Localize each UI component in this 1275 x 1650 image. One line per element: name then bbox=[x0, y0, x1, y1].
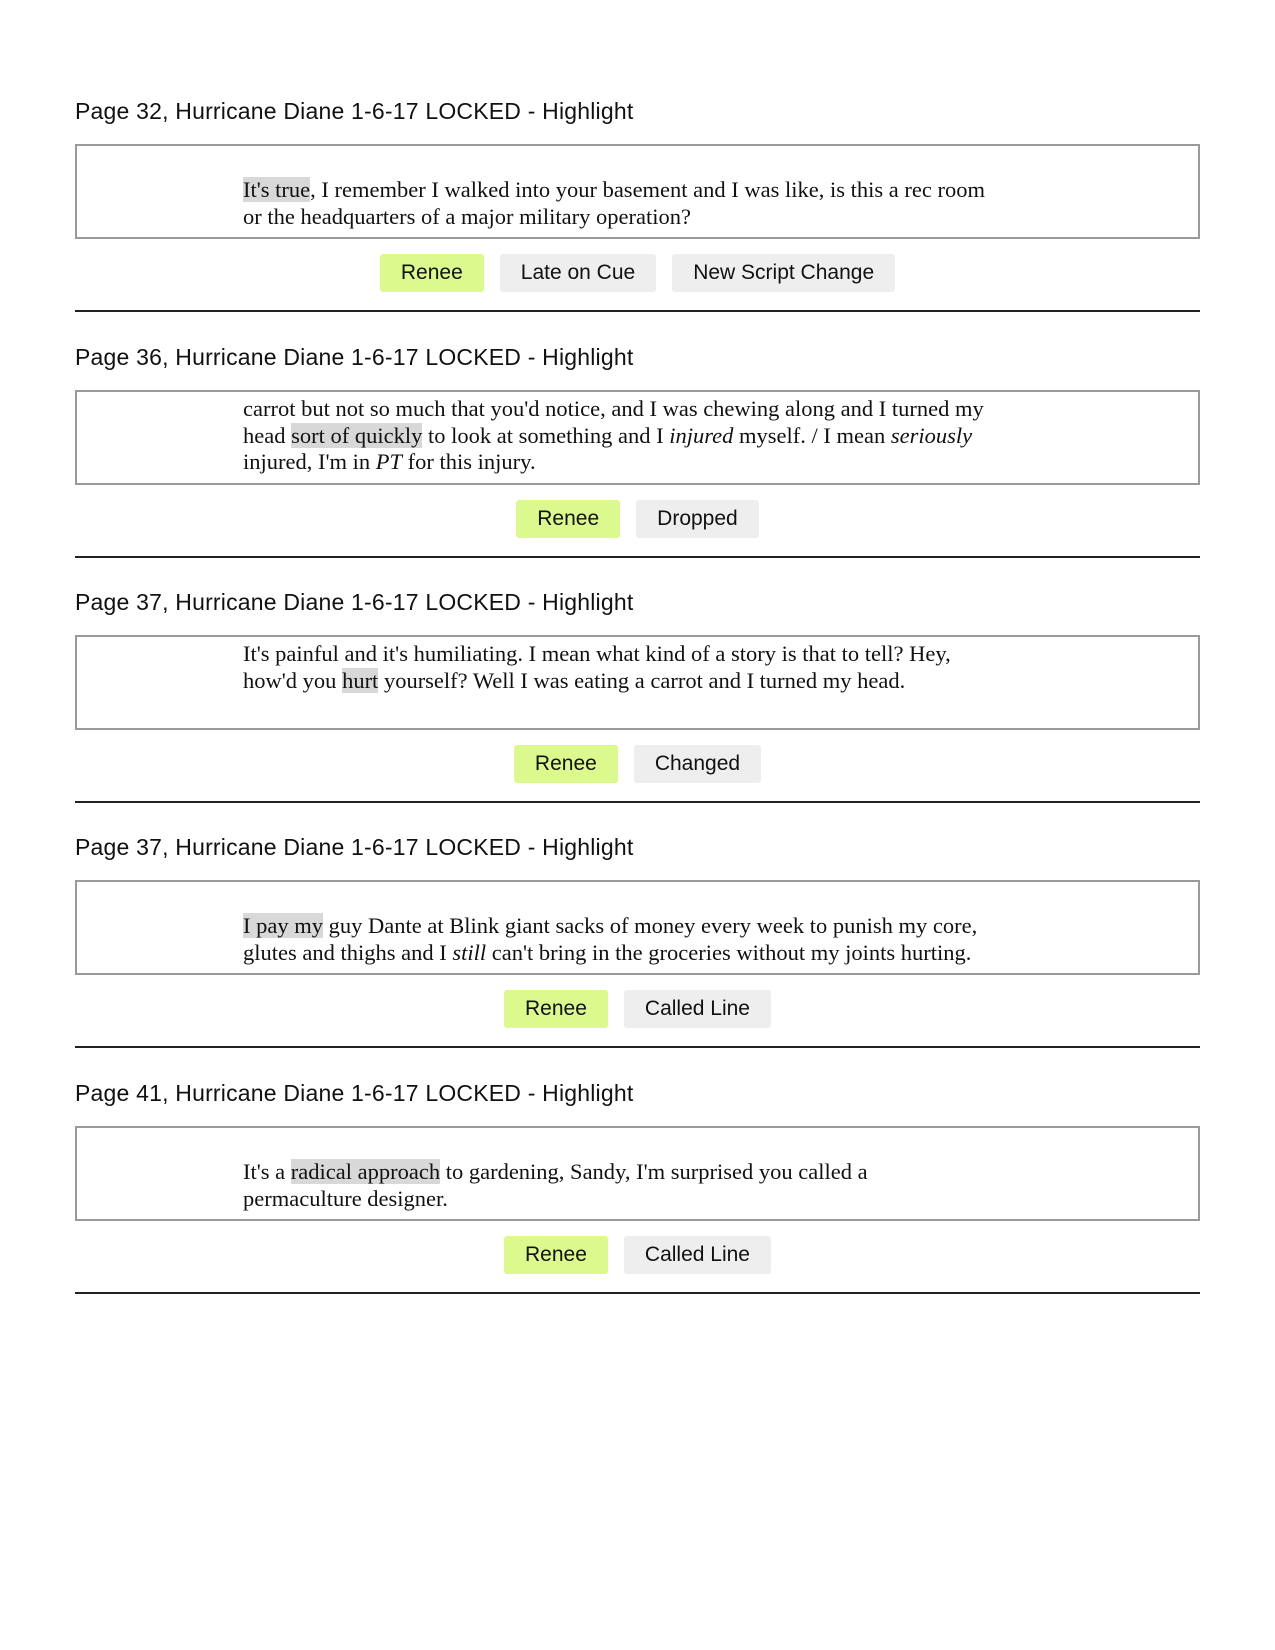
script-line bbox=[243, 449, 1143, 476]
script-line bbox=[243, 940, 1143, 967]
highlighted-text: hurt bbox=[342, 667, 379, 693]
snippet-text bbox=[243, 1159, 1143, 1212]
script-snippet bbox=[75, 144, 1200, 239]
script-text: for this injury. bbox=[402, 449, 536, 474]
tag-note[interactable]: Called Line bbox=[624, 990, 771, 1028]
script-text: , I remember I walked into your basement and I was like, is this a rec room bbox=[310, 177, 985, 202]
script-text: carrot but not so much that you'd notice, and I was chewing along and I turned my bbox=[243, 396, 984, 421]
tag-person[interactable]: Renee bbox=[516, 500, 620, 538]
script-snippet bbox=[75, 880, 1200, 975]
tag-note[interactable]: Called Line bbox=[624, 1236, 771, 1274]
tag-note[interactable]: New Script Change bbox=[672, 254, 895, 292]
tag-person[interactable]: Renee bbox=[380, 254, 484, 292]
tag-person[interactable]: Renee bbox=[514, 745, 618, 783]
script-line bbox=[243, 1186, 1143, 1213]
script-text: how'd you bbox=[243, 667, 343, 693]
script-text: glutes and thighs and I bbox=[243, 939, 453, 965]
tag-note[interactable]: Late on Cue bbox=[500, 254, 656, 292]
snippet-text bbox=[243, 177, 1143, 230]
script-text: permaculture designer. bbox=[243, 1185, 448, 1211]
script-line bbox=[243, 177, 1143, 204]
script-snippet bbox=[75, 390, 1200, 485]
entry-divider bbox=[75, 801, 1200, 803]
script-text: to look at something and I bbox=[422, 422, 670, 448]
entry-divider bbox=[75, 1046, 1200, 1048]
script-text: yourself? Well I was eating a carrot and I turned my head. bbox=[378, 667, 906, 693]
script-snippet bbox=[75, 1126, 1200, 1221]
script-text: head bbox=[243, 422, 292, 448]
highlighted-text: It's true bbox=[243, 177, 311, 202]
highlighted-text: I pay my bbox=[243, 913, 323, 938]
highlighted-text: sort of quickly bbox=[291, 422, 423, 448]
entry-title: Page 37, Hurricane Diane 1-6-17 LOCKED - Highlight bbox=[75, 834, 634, 860]
script-text: myself. / I mean bbox=[733, 422, 891, 448]
snippet-text bbox=[243, 913, 1143, 966]
italic-text: still bbox=[452, 939, 487, 965]
script-line bbox=[243, 1159, 1143, 1186]
script-text: It's a bbox=[243, 1159, 291, 1184]
script-text: or the headquarters of a major military operation? bbox=[243, 203, 691, 229]
tag-note[interactable]: Changed bbox=[634, 745, 761, 783]
tag-row bbox=[75, 1236, 1200, 1274]
script-line bbox=[243, 641, 1143, 668]
script-text: injured, I'm in bbox=[243, 449, 376, 474]
script-line bbox=[243, 204, 1143, 231]
script-line bbox=[243, 913, 1143, 940]
script-text: to gardening, Sandy, I'm surprised you called a bbox=[440, 1159, 868, 1184]
snippet-text bbox=[243, 396, 1143, 476]
entry-title: Page 41, Hurricane Diane 1-6-17 LOCKED - Highlight bbox=[75, 1080, 634, 1106]
tag-person[interactable]: Renee bbox=[504, 990, 608, 1028]
snippet-text bbox=[243, 641, 1143, 694]
script-text: guy Dante at Blink giant sacks of money every week to punish my core, bbox=[322, 913, 978, 938]
italic-text: injured bbox=[669, 422, 734, 448]
entry-title: Page 36, Hurricane Diane 1-6-17 LOCKED - Highlight bbox=[75, 344, 634, 370]
script-text: can't bring in the groceries without my joints hurting. bbox=[486, 939, 972, 965]
script-line bbox=[243, 423, 1143, 450]
highlight-entry bbox=[75, 833, 1200, 1092]
highlight-entry bbox=[75, 343, 1200, 602]
tag-row bbox=[75, 254, 1200, 292]
script-snippet bbox=[75, 635, 1200, 730]
tag-row bbox=[75, 745, 1200, 783]
entry-divider bbox=[75, 1292, 1200, 1294]
italic-text: PT bbox=[375, 449, 403, 474]
tag-person[interactable]: Renee bbox=[504, 1236, 608, 1274]
tag-row bbox=[75, 500, 1200, 538]
entry-title: Page 37, Hurricane Diane 1-6-17 LOCKED - Highlight bbox=[75, 589, 634, 615]
highlight-entry bbox=[75, 588, 1200, 847]
entry-divider bbox=[75, 556, 1200, 558]
tag-note[interactable]: Dropped bbox=[636, 500, 759, 538]
script-line bbox=[243, 668, 1143, 695]
highlight-entry bbox=[75, 1079, 1200, 1338]
script-text: It's painful and it's humiliating. I mean what kind of a story is that to tell? Hey, bbox=[243, 641, 951, 666]
highlighted-text: radical approach bbox=[290, 1159, 441, 1184]
script-line bbox=[243, 396, 1143, 423]
italic-text: seriously bbox=[890, 422, 973, 448]
entry-divider bbox=[75, 310, 1200, 312]
tag-row bbox=[75, 990, 1200, 1028]
highlight-entry bbox=[75, 97, 1200, 356]
entry-title: Page 32, Hurricane Diane 1-6-17 LOCKED - Highlight bbox=[75, 98, 634, 124]
